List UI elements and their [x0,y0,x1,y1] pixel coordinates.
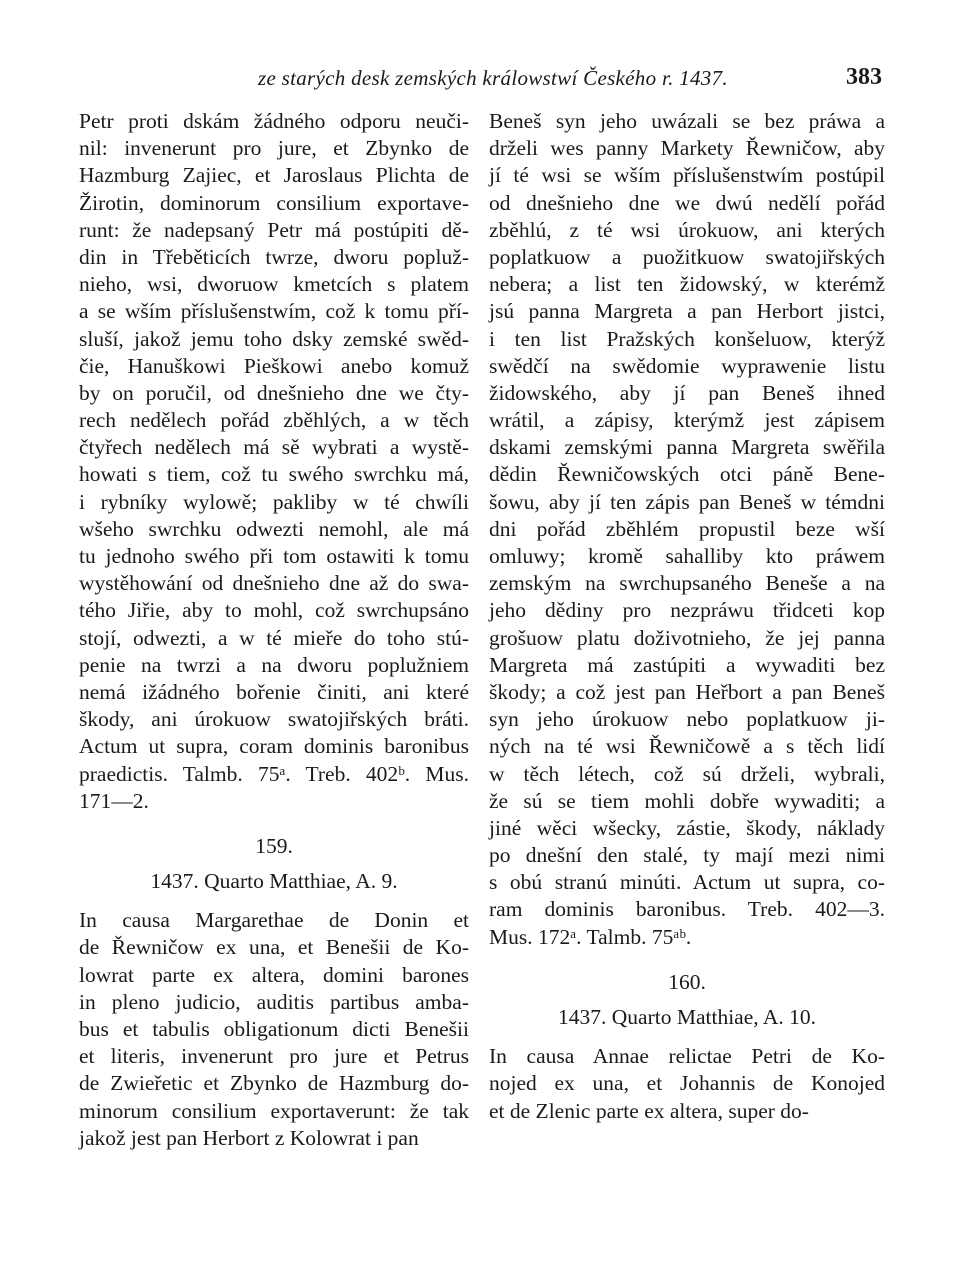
text-line: sluší, jakož jemu toho dsky zemské swěd- [79,326,469,351]
spacer [489,1031,885,1043]
document-number: 159. [255,833,293,858]
spacer [79,895,469,907]
text-line: zběhlú, z té wsi úrokuow, ani kterých [489,217,885,242]
text-line: i ten list Pražských konšeluow, kterýž [489,326,885,351]
text-line: swědčí na swědomie wyprawenie listu [489,353,885,378]
text-line: syn jeho úrokuow nebo poplatkuow ji- [489,707,885,732]
text-line: poplatkuow a puožitkuow swatojiřských [489,244,885,269]
text-line: po dnešní den stalé, ty mají mezi nimi [489,843,885,868]
text-line: ných na té wsi Řewničowě a s těch lidí [489,734,885,759]
text-line: Margreta má zastúpiti a wywaditi bez [489,652,885,677]
text-line: jsú panna Margreta a pan Herbort jistci, [489,299,885,324]
text-line: in pleno judicio, auditis partibus amba- [79,989,469,1014]
document-number: 160. [668,969,706,994]
left-column-text-b [79,907,469,1152]
text-line: židowského, aby jí pan Beneš ihned [489,380,885,405]
text-line: Petr proti dskám žádného odporu neuči- [79,109,469,133]
text-line: de Zwieřetic et Zbynko de Hazmburg do- [79,1071,469,1096]
text-line: grošuow platu doživotnieho, že jej panna [489,625,885,650]
text-line: dni pořád zběhlém propustil beze wší [489,516,885,541]
spacer [79,860,469,868]
spacer [79,815,469,833]
page-number: 383 [846,64,882,90]
text-line: stojí, odwezti, a w té mieře do toho stú- [79,625,469,650]
right-column-text-a [489,108,885,951]
document-date: 1437. Quarto Matthiae, A. 10. [558,1005,816,1029]
text-line: et de Zlenic parte ex altera, super do- [489,1098,809,1123]
text-line: že sú se tiem mohli dobře wywaditi; a [489,788,885,813]
text-line: nieho, wsi, dworuow kmetcích s platem [79,272,469,297]
text-line: Mus. 172ᵃ. Talmb. 75ᵃᵇ. [489,924,692,949]
text-line: dědin Řewničowských otci páně Bene- [489,462,885,487]
text-line: de Řewničow ex una, et Benešii de Ko- [79,935,469,960]
text-line: w těch létech, což sú drželi, wybrali, [489,761,885,786]
text-line: wrátil, a zápisy, kterýmž jest zápisem [489,408,885,433]
text-line: nebera; a list ten židowský, w kterémž [489,272,885,297]
text-line: nil: invenerunt pro jure, et Zbynko de [79,136,469,161]
text-line: howati s tiem, což tu swého swrchku má, [79,462,469,487]
text-line: penie na twrzi a na dworu poplužniem [79,652,469,677]
text-line: Beneš syn jeho uwázali se bez práwa a [489,109,885,133]
text-line: šowu, aby jí ten zápis pan Beneš w témdni [489,489,885,514]
text-line: omluwy; kromě sahalliby kto práwem [489,544,885,568]
text-line: drželi wes panny Markety Řewničow, aby [489,136,885,161]
text-line: Actum ut supra, coram dominis baronibus [79,734,469,759]
right-column [489,108,885,1125]
text-line: In causa Annae relictae Petri de Ko- [489,1044,885,1069]
text-line: nemá ižádného bořenie činiti, ani které [79,679,469,704]
text-line: Žirotin, dominorum consilium exportave- [79,190,469,215]
text-line: čtyřech nedělech má sě wybrati a wystě- [79,435,469,460]
text-line: nojed ex una, et Johannis de Konojed [489,1071,885,1096]
spacer [489,951,885,969]
text-line: ram dominis baronibus. Treb. 402—3. [489,897,885,922]
text-line: minorum consilium exportaverunt: že tak [79,1098,469,1123]
text-line: čie, Hanuškowi Pieškowi anebo komuž [79,353,469,378]
text-line: rech nedělech pořád zběhlých, a w těch [79,408,469,433]
text-line: a se wším příslušenstwím, což k tomu pří- [79,299,469,324]
text-line: In causa Margarethae de Donin et [79,908,469,933]
text-line: zemským na swrchupsaného Beneše a na [489,571,885,596]
text-line: Hazmburg Zajiec, et Jaroslaus Plichta de [79,163,469,188]
text-line: jí té wsi se wším příslušenstwím postúpil [489,163,885,188]
text-line: s obú stranú minúti. Actum ut supra, co- [489,870,885,895]
text-line: lowrat parte ex altera, domini barones [79,962,469,987]
text-line: bus et tabulis obligationum dicti Benešii [79,1017,469,1041]
text-line: škody; a což jest pan Heřbort a pan Beneš [489,679,885,704]
text-line: i rybníky wylowě; pakliby w té chwíli [79,489,469,514]
text-line: praedictis. Talmb. 75ᵃ. Treb. 402ᵇ. Mus. [79,761,469,786]
text-line: jiné wěci wšecky, zástie, škody, náklady [489,815,885,840]
text-line: runt: že nadepsaný Petr má postúpiti dě- [79,217,469,242]
text-line: jeho dědiny pro nezpráwu třidceti kop [489,598,885,623]
text-line: et literis, invenerunt pro jure et Petrus [79,1044,469,1069]
text-line: tého Jiřie, aby to mohl, což swrchupsáno [79,598,469,623]
text-line: jakož jest pan Herbort z Kolowrat i pan [79,1125,419,1150]
spacer [489,996,885,1004]
right-column-text-b [489,1043,885,1125]
running-header [0,62,960,102]
text-line: wystěhowání od dnešnieho dne až do swa- [79,571,469,596]
text-line: tu jednoho swého při tom ostawiti k tomu [79,544,469,568]
text-line: škody, ani úrokuow swatojiřských bráti. [79,707,469,732]
text-line: 171—2. [79,788,149,813]
text-line: dskami zemskými panna Margreta swěřila [489,435,885,460]
running-title: ze starých desk zemských králowstwí Českého r. 1437. [258,66,728,90]
text-line: od dnešnieho dne we dwú nedělí pořád [489,190,885,215]
text-line: by on poručil, od dnešnieho dne we čty- [79,380,469,405]
document-date: 1437. Quarto Matthiae, A. 9. [150,869,398,894]
left-column-text-a [79,108,469,815]
text-line: wšeho swrchku odwezti nemohl, ale má [79,516,469,541]
text-line: din in Třeběticích twrze, dworu popluž- [79,244,469,269]
left-column [79,108,469,1152]
